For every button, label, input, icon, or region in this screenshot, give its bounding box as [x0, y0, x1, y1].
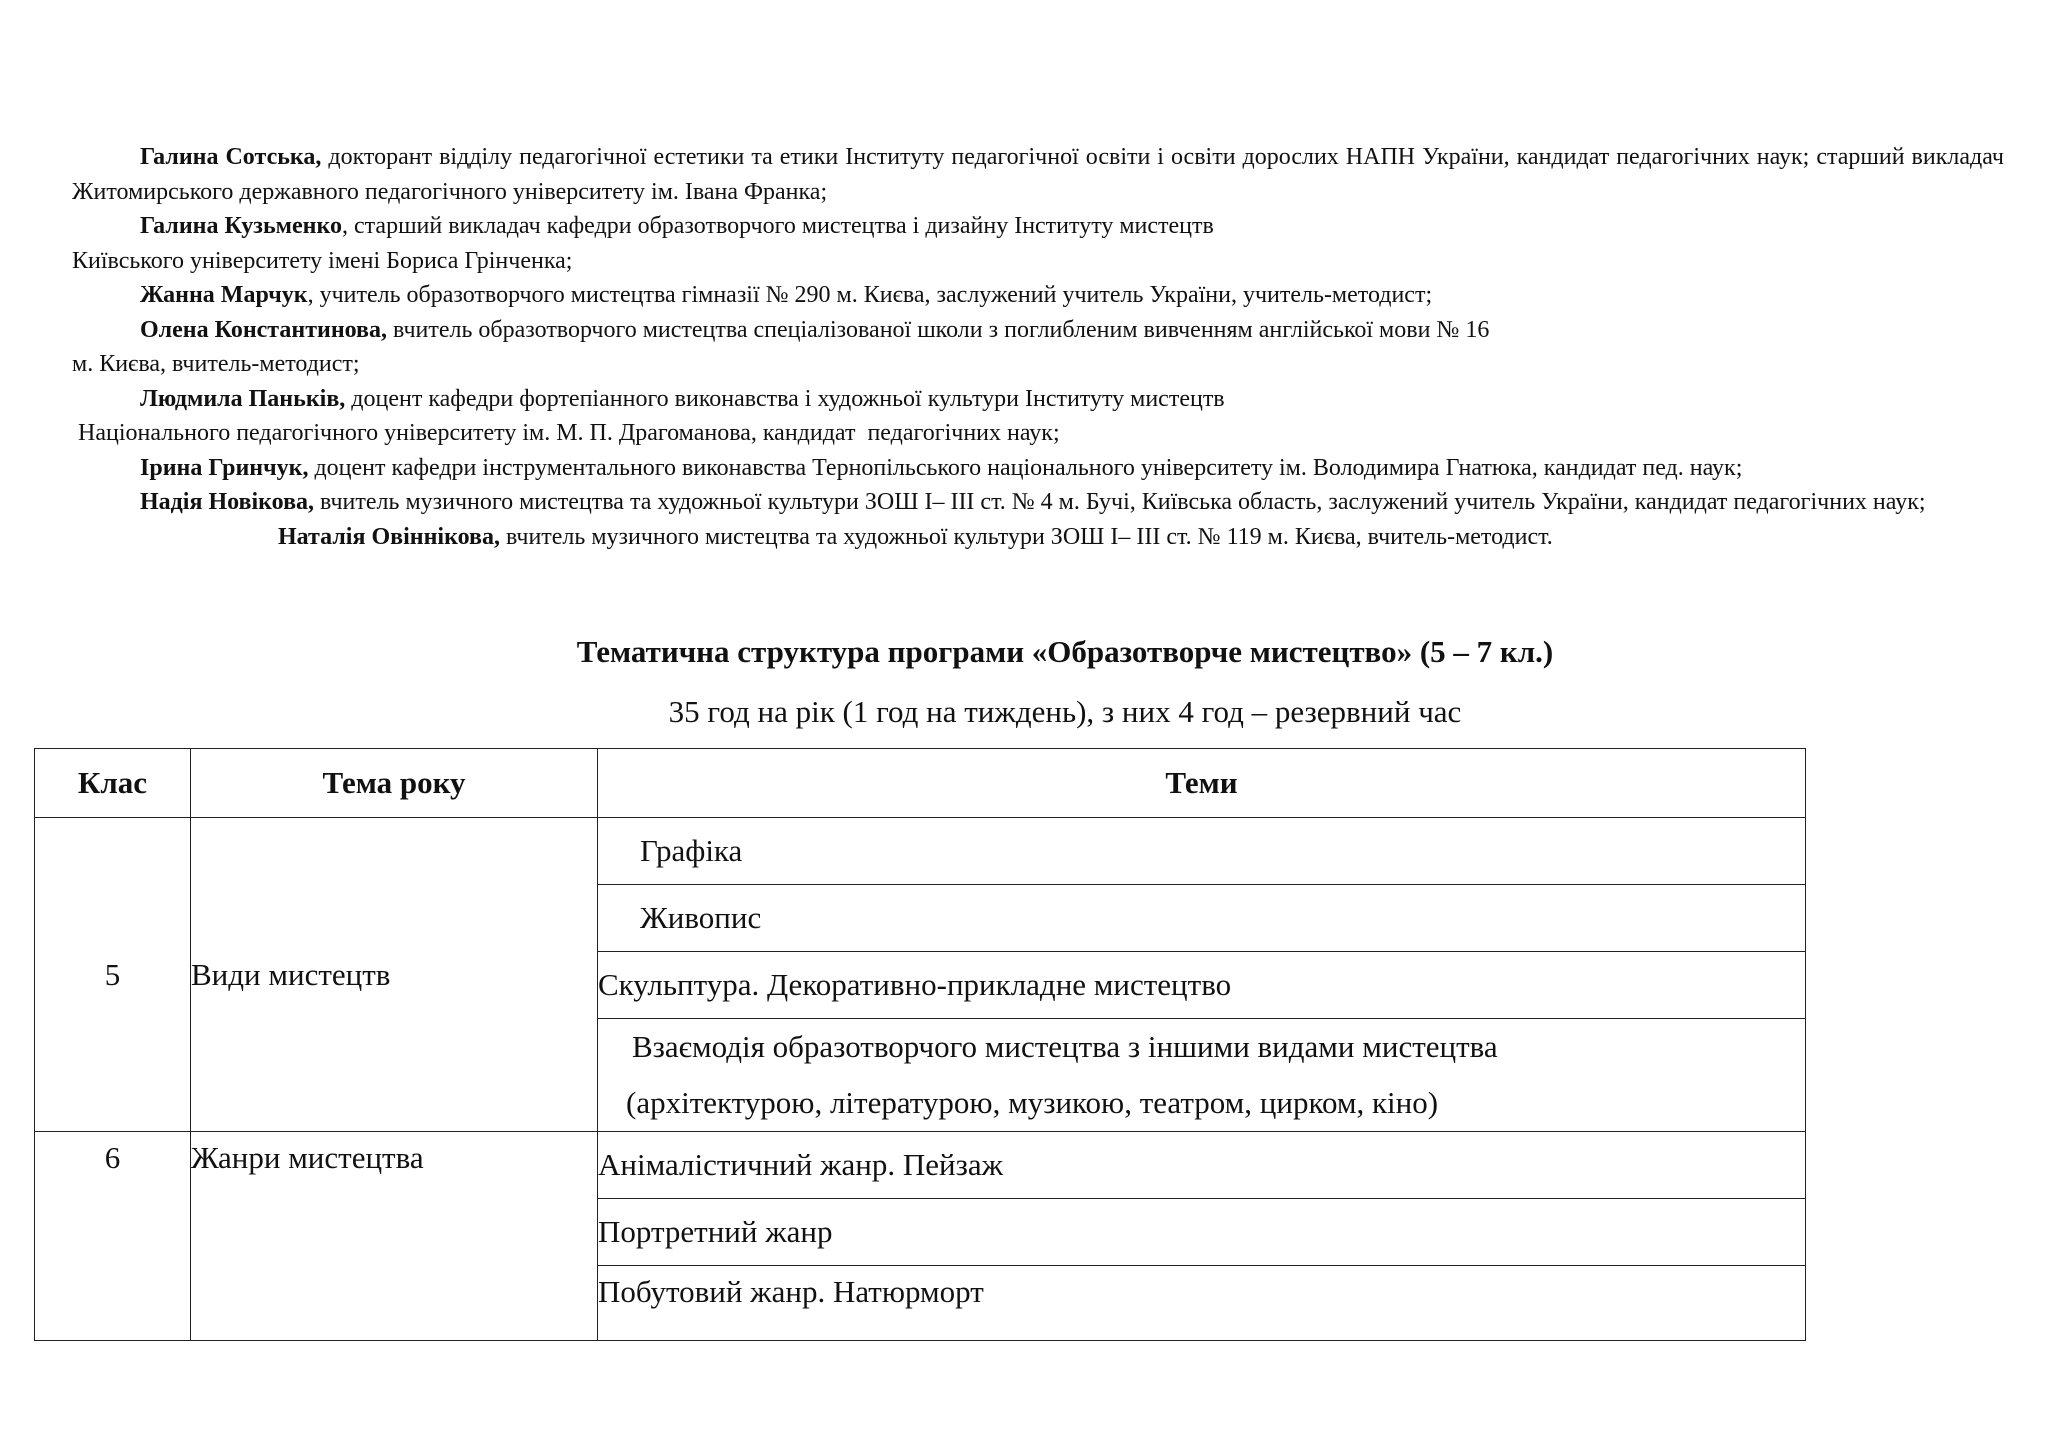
author-entry [72, 485, 2004, 520]
year-theme-cell: Види мистецтв [191, 818, 598, 1132]
table-row [35, 1132, 1806, 1199]
author-name: Людмила Паньків, [140, 385, 346, 412]
class-cell: 5 [35, 818, 191, 1132]
topic-cell: Анімалістичний жанр. Пейзаж [598, 1132, 1806, 1199]
author-description: , старший викладач кафедри образотворчого мистецтва і дизайну Інституту мистецтв [341, 213, 1214, 239]
author-description: , учитель образотворчого мистецтва гімназії № 290 м. Києва, заслужений учитель України, учитель-методист; [307, 282, 1433, 308]
table-row [35, 818, 1806, 885]
column-header-topics: Теми [598, 749, 1806, 818]
topic-line: Взаємодія образотворчого мистецтва з іншими видами мистецтва [632, 1029, 1498, 1064]
author-description: вчитель музичного мистецтва та художньої культури ЗОШ І– ІІІ ст. № 4 м. Бучі, Київська область, заслужений учитель України, кандидат педагогічних наук; [314, 489, 1926, 515]
topic-cell: Портретний жанр [598, 1199, 1806, 1266]
author-description: вчитель образотворчого мистецтва спеціалізованої школи з поглибленим вивченням англійської мови № 16 [387, 316, 1490, 343]
program-structure-heading: Тематична структура програми «Образотворче мистецтво» (5 – 7 кл.) [576, 634, 1554, 669]
column-header-year-theme: Тема року [191, 749, 598, 818]
column-header-class: Клас [35, 749, 191, 818]
author-entry [72, 209, 2004, 244]
year-theme-cell: Жанри мистецтва [191, 1132, 598, 1341]
author-entry-continued: Київського університету імені Бориса Грінченка; [72, 247, 573, 274]
author-entry [72, 520, 2004, 555]
author-entry [72, 313, 2004, 348]
author-description: доцент кафедри фортепіанного виконавства і художньої культури Інституту мистецтв [345, 385, 1225, 412]
author-entry [72, 451, 2004, 486]
topic-cell: Графіка [598, 818, 1806, 885]
table-header-row [35, 749, 1806, 818]
author-name: Наталія Овіннікова, [278, 523, 500, 550]
program-table [34, 748, 1806, 1341]
author-description: доцент кафедри інструментального виконавства Тернопільського національного університету ім. Володимира Гнатюка, кандидат пед. наук; [308, 454, 1743, 481]
topic-line: (архітектурою, літературою, музикою, театром, цирком, кіно) [626, 1085, 1439, 1120]
authors-list [72, 140, 2004, 554]
author-name: Галина Сотська, [140, 144, 322, 170]
author-entry-continued: Національного педагогічного університету ім. М. П. Драгоманова, кандидат педагогічних наук; [72, 420, 1060, 446]
topic-cell: Побутовий жанр. Натюрморт [598, 1266, 1806, 1341]
topic-cell [598, 1019, 1806, 1132]
author-name: Надія Новікова, [140, 489, 315, 515]
hours-subheading: 35 год на рік (1 год на тиждень), з них 4 год – резервний час [668, 694, 1462, 729]
author-entry-continued: м. Києва, вчитель-методист; [72, 351, 360, 377]
author-name: Олена Константинова, [140, 316, 388, 343]
author-description: докторант відділу педагогічної естетики та етики Інституту педагогічної освіти і освіти дорослих НАПН України, кандидат педагогічних наук; старший викладач Житомирського державного педагогічного університету ім. Івана Франка; [72, 144, 2004, 205]
author-entry [72, 382, 2004, 417]
author-entry [72, 278, 2004, 313]
author-name: Жанна Марчук [140, 282, 308, 308]
topic-cell: Скульптура. Декоративно-прикладне мистецтво [598, 952, 1806, 1019]
author-entry [72, 140, 2004, 209]
author-name: Галина Кузьменко [140, 213, 342, 239]
author-name: Ірина Гринчук, [140, 454, 309, 481]
class-cell: 6 [35, 1132, 191, 1341]
topic-cell: Живопис [598, 885, 1806, 952]
author-description: вчитель музичного мистецтва та художньої культури ЗОШ І– ІІІ ст. № 119 м. Києва, вчитель-методист. [499, 523, 1553, 550]
